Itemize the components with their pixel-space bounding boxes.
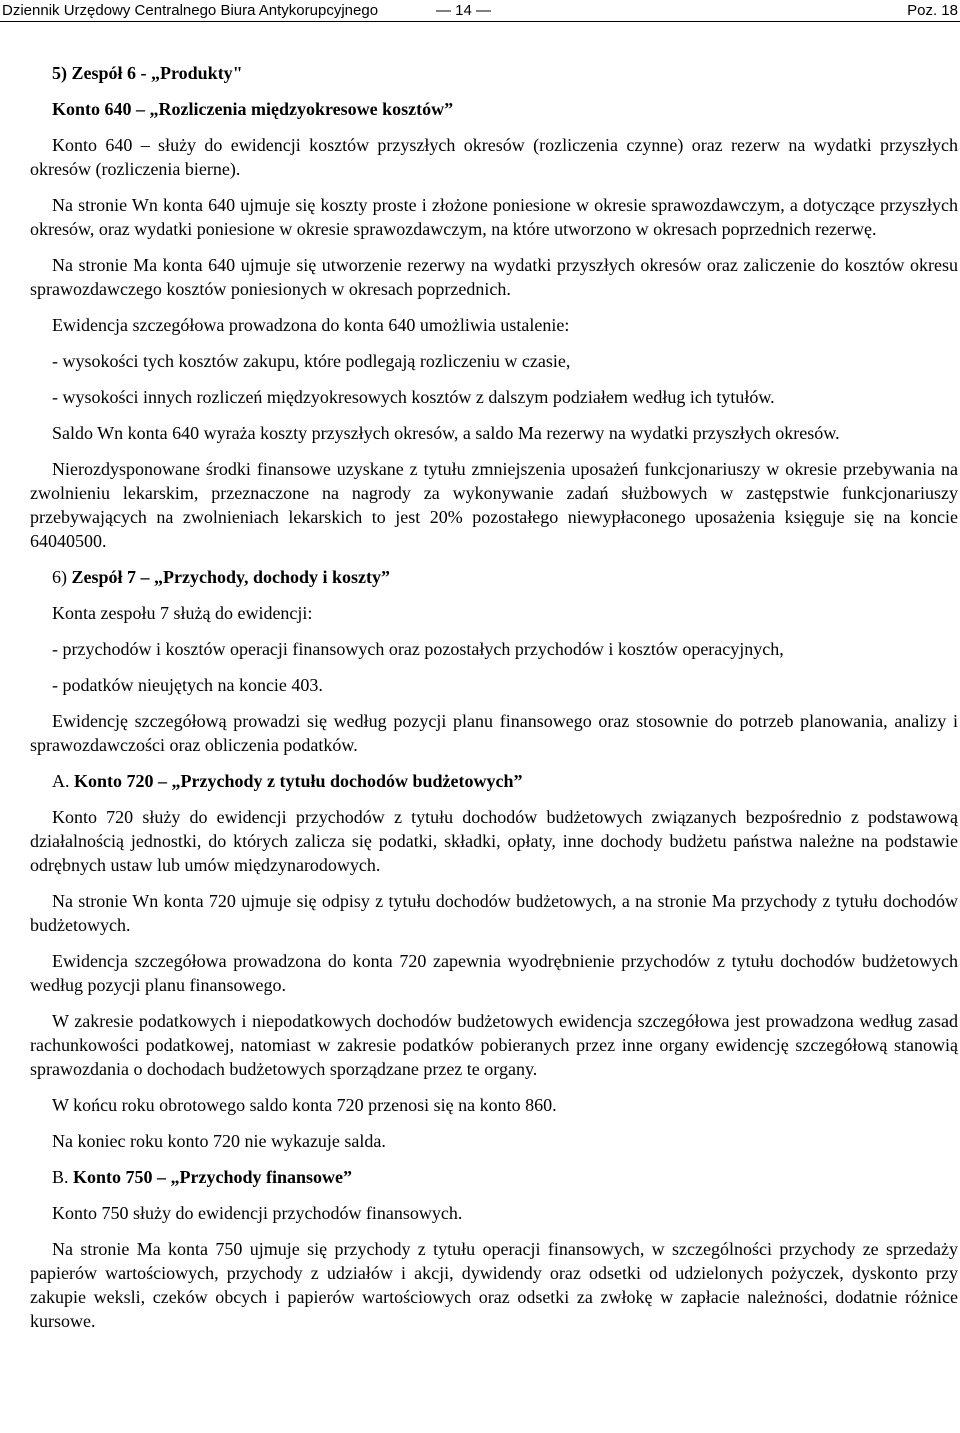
document-body: [30, 61, 958, 1345]
section-heading-zespol-6: 5) Zespół 6 - „Produkty": [52, 63, 243, 83]
paragraph: Ewidencję szczegółową prowadzi się według pozycji planu finansowego oraz stosownie do potrzeb planowania, analizy i sprawozdawczości oraz obliczenia podatków.: [30, 711, 958, 755]
paragraph: Na stronie Wn konta 640 ujmuje się koszty proste i złożone poniesione w okresie sprawozdawczym, a dotyczące przyszłych okresów, oraz wydatki poniesione w okresie sprawozdawczym, na które utworzono w okresach poprzednich rezerwę.: [30, 195, 958, 239]
list-item: - podatków nieujętych na koncie 403.: [52, 675, 323, 695]
paragraph: Konto 750 służy do ewidencji przychodów finansowych.: [52, 1203, 463, 1223]
list-item: - wysokości tych kosztów zakupu, które podlegają rozliczeniu w czasie,: [52, 351, 571, 371]
page-number: — 14 —: [436, 2, 492, 19]
position-number: Poz. 18: [907, 2, 958, 19]
list-item: - wysokości innych rozliczeń międzyokresowych kosztów z dalszym podziałem według ich tytułów.: [52, 387, 775, 407]
section-prefix: 6): [52, 567, 72, 587]
account-heading-720: [30, 769, 958, 793]
paragraph: Ewidencja szczegółowa prowadzona do konta 720 zapewnia wyodrębnienie przychodów z tytułu dochodów budżetowych według pozycji planu finansowego.: [30, 951, 958, 995]
paragraph: Na stronie Wn konta 720 ujmuje się odpisy z tytułu dochodów budżetowych, a na stronie Ma przychody z tytułu dochodów budżetowych.: [30, 891, 958, 935]
page-header: [0, 0, 960, 22]
paragraph: Ewidencja szczegółowa prowadzona do konta 640 umożliwia ustalenie:: [52, 315, 570, 335]
paragraph: Na koniec roku konto 720 nie wykazuje salda.: [52, 1131, 386, 1151]
section-heading-zespol-7: [30, 565, 958, 589]
paragraph: Na stronie Ma konta 750 ujmuje się przychody z tytułu operacji finansowych, w szczególności przychody ze sprzedaży papierów wartościowych, przychody z udziałów i akcji, dywidendy oraz odsetki od udzielonych pożyczek, dyskonto przy zakupie weksli, czeków obcych i papierów wartościowych oraz odsetki za zwłokę w zapłacie należności, dodatnie różnice kursowe.: [30, 1239, 958, 1331]
paragraph: W zakresie podatkowych i niepodatkowych dochodów budżetowych ewidencja szczegółowa jest prowadzona według zasad rachunkowości podatkowej, natomiast w zakresie podatków pobieranych przez inne organy ewidencję szczegółową stanowią sprawozdania o dochodach budżetowych sporządzane przez te organy.: [30, 1011, 958, 1079]
paragraph: Konta zespołu 7 służą do ewidencji:: [52, 603, 313, 623]
paragraph: Konto 640 – służy do ewidencji kosztów przyszłych okresów (rozliczenia czynne) oraz rezerw na wydatki przyszłych okresów (rozliczenia bierne).: [30, 135, 958, 179]
section-title: Konto 750 – „Przychody finansowe”: [73, 1167, 353, 1187]
paragraph: Konto 720 służy do ewidencji przychodów z tytułu dochodów budżetowych związanych bezpośrednio z podstawową działalnością jednostki, do których zalicza się podatki, składki, opłaty, inne dochody budżetu państwa należne na podstawie odrębnych ustaw lub umów międzynarodowych.: [30, 807, 958, 875]
journal-title: Dziennik Urzędowy Centralnego Biura Antykorupcyjnego: [2, 2, 379, 19]
paragraph: Na stronie Ma konta 640 ujmuje się utworzenie rezerwy na wydatki przyszłych okresów oraz zaliczenie do kosztów okresu sprawozdawczego kosztów poniesionych w okresach poprzednich.: [30, 255, 958, 299]
section-title: Konto 720 – „Przychody z tytułu dochodów budżetowych”: [74, 771, 523, 791]
section-prefix: A.: [52, 771, 74, 791]
section-prefix: B.: [52, 1167, 74, 1187]
account-heading-640: Konto 640 – „Rozliczenia międzyokresowe kosztów”: [52, 99, 454, 119]
paragraph: Nierozdysponowane środki finansowe uzyskane z tytułu zmniejszenia uposażeń funkcjonariuszy w okresie przebywania na zwolnieniu lekarskim, przeznaczone na nagrody za wykonywanie zadań służbowych w zastępstwie funkcjonariuszy przebywających na zwolnieniach lekarskich to jest 20% pozostałego niewypłaconego uposażenia księguje się na koncie 64040500.: [30, 459, 958, 551]
section-title: Zespół 7 – „Przychody, dochody i koszty”: [71, 567, 391, 587]
paragraph: Saldo Wn konta 640 wyraża koszty przyszłych okresów, a saldo Ma rezerwy na wydatki przyszłych okresów.: [52, 423, 840, 443]
list-item: - przychodów i kosztów operacji finansowych oraz pozostałych przychodów i kosztów operacyjnych,: [52, 639, 784, 659]
paragraph: W końcu roku obrotowego saldo konta 720 przenosi się na konto 860.: [52, 1095, 557, 1115]
account-heading-750: [30, 1165, 958, 1189]
